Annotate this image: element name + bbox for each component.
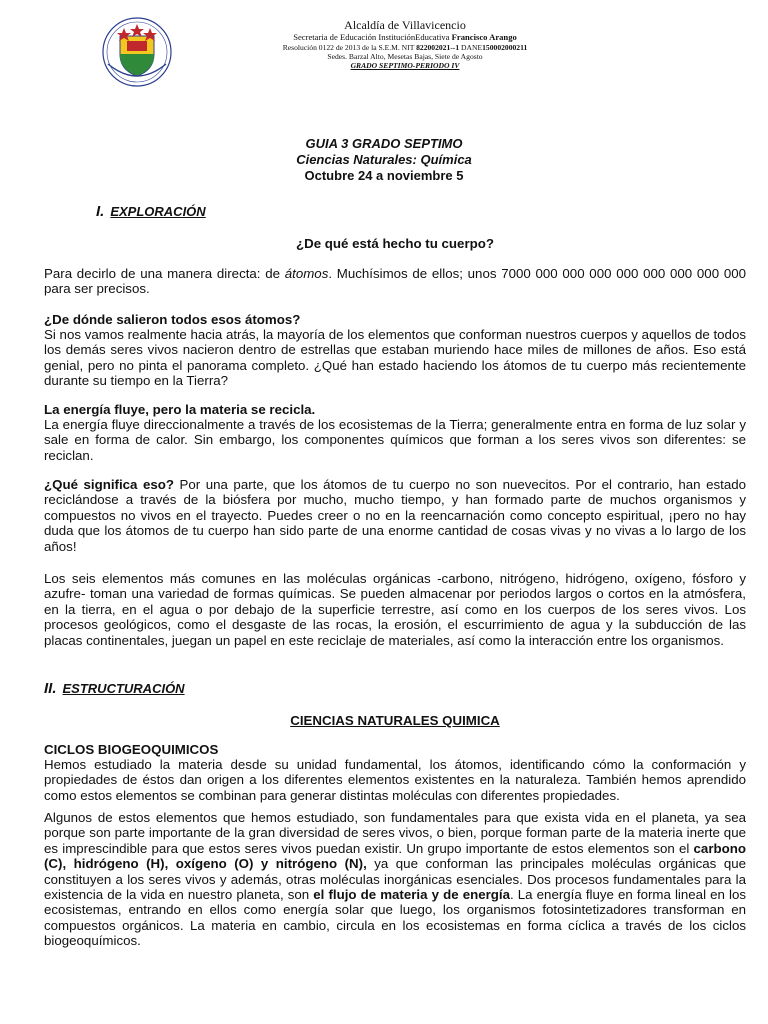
section-1-question-4: ¿Qué significa eso? (44, 477, 174, 492)
letterhead-resolution (240, 43, 570, 52)
letterhead-dane: 150002000211 (482, 42, 528, 52)
section-1-question: ¿De qué está hecho tu cuerpo? (295, 236, 494, 251)
section-1-paragraph-2: Si nos vamos realmente hacia atrás, la mayoría de los elementos que conforman nuestros cuerpos y aquellos de todos los demás seres vivos nacieron dentro de estrellas que estaban muriendo hace miles de millones de años. Eso está genial, pero no pinta el panorama completo. ¿Qué han estado haciendo los átomos de tu cuerpo más recientemente durante su tiempo en la Tierra? (44, 327, 746, 389)
section-2-subtitle: CIENCIAS NATURALES QUIMICA (290, 713, 500, 728)
section-1-number: I. (96, 203, 105, 220)
p2-part-a: Algunos de estos elementos que hemos estudiado, son fundamentales para que exista vida en el planeta, ya sea porque son parte importante de la gran diversidad de seres vivos, o bien, porque forman parte de la materia inerte que es imprescindible para que estos seres vivos puedan existir. Un grupo importante de estos elementos son el (44, 810, 746, 856)
letterhead-grade-period: GRADO SEPTIMO-PERIODO IV (350, 60, 460, 70)
letterhead-school-name: Francisco Arango (451, 32, 517, 43)
section-1-paragraph-1 (44, 266, 746, 297)
letterhead-secretariat-text: Secretaria de Educación InstituciónEducativa (293, 32, 452, 43)
section-1-question-3: La energía fluye, pero la materia se recicla. (44, 402, 316, 417)
letterhead-secretariat (240, 32, 570, 42)
school-crest-logo (100, 14, 174, 88)
section-1-question-2: ¿De dónde salieron todos esos átomos? (44, 312, 301, 327)
p1-pre: Para decirlo de una manera directa: de (44, 266, 285, 281)
letterhead-resolution-text: Resolución 0122 de 2013 de la S.E.M. NIT (282, 42, 417, 52)
guide-title-block (0, 136, 768, 184)
section-1-heading (96, 203, 206, 220)
guide-title: GUIA 3 GRADO SEPTIMO (305, 136, 463, 151)
section-1-paragraph-5: Los seis elementos más comunes en las moléculas orgánicas -carbono, nitrógeno, hidrógeno, oxígeno, fósforo y azufre- toman una variedad de formas químicas. Se pueden almacenar por periodos largos o cortos en la atmósfera, en la tierra, en el agua o por debajo de la superficie terrestre, así como en los cuerpos de los seres vivos. Los procesos geológicos, como el desgaste de las rocas, la erosión, el escurrimiento de agua y la subducción de las placas continentales, juegan un papel en este reciclaje de materiales, así como la interacción entre los organismos. (44, 571, 746, 648)
letterhead-nit: 822002021--1 (416, 42, 460, 52)
p4-text: Por una parte, que los átomos de tu cuerpo no son nuevecitos. Por el contrario, han estado reciclándose a través de la biósfera por mucho, mucho tiempo, y han formado parte de muchos organismos y compuestos no vivos en el trayecto. Puedes creer o no en la reencarnación como concepto espiritual, ¡pero no hay duda que los átomos de tu cuerpo han sido parte de una enorme cantidad de cosas vivas y no vivas a lo largo de los años! (44, 477, 746, 554)
section-2-heading-cycles: CICLOS BIOGEOQUIMICOS (44, 742, 219, 757)
section-2-paragraph-1: Hemos estudiado la materia desde su unidad fundamental, los átomos, identificando cómo la conformación y propiedades de éstos dan origen a los diferentes elementos existentes en la naturaleza. También hemos aprendido como estos elementos se combinan para generar distintas moléculas con diferentes propiedades. (44, 757, 746, 803)
p1-post: . Muchísimos de ellos; unos 7000 000 000 000 000 000 000 000 000 para ser precisos. (44, 266, 746, 297)
section-2-number: II. (44, 680, 57, 697)
section-2-paragraph-2 (44, 810, 746, 949)
section-2-heading (44, 680, 185, 697)
letterhead-campuses: Sedes. Barzal Alto, Mesetas Bajas, Siete de Agosto (327, 51, 483, 61)
section-1-paragraph-4 (44, 477, 746, 554)
section-1-label: EXPLORACIÓN (110, 204, 206, 219)
p2-part-e: . La energía fluye en forma lineal en los ecosistemas, entrando en ellos como energía solar que luego, los organismos fotosintetizadores transforman en compuestos orgánicos. La materia en cambio, circula en los ecosistemas en forma cíclica a través de los ciclos biogeoquímicos. (44, 887, 746, 949)
section-1-paragraph-3: La energía fluye direccionalmente a través de los ecosistemas de la Tierra; generalmente entra en forma de luz solar y sale en forma de calor. Sin embargo, los componentes químicos que forman a los seres vivos son diferentes: se reciclan. (44, 417, 746, 463)
p2-elements-bold: carbono (C), hidrógeno (H), oxígeno (O) y nitrógeno (N), (44, 840, 746, 872)
p2-part-c: ya que conforman las principales moléculas orgánicas que constituyen a los seres vivos y además, otras moléculas inorgánicas esenciales. Dos procesos fundamentales para la existencia de la vida en nuestro planeta, son (44, 856, 747, 903)
p2-flow-bold: el flujo de materia y de energía (313, 887, 510, 903)
p1-atoms: átomos (284, 266, 329, 281)
guide-dates: Octubre 24 a noviembre 5 (304, 168, 464, 183)
letterhead-mayoralty: Alcaldía de Villavicencio (344, 18, 466, 32)
letterhead-dane-label: DANE (459, 42, 483, 52)
guide-subject: Ciencias Naturales: Química (296, 152, 472, 167)
section-2-label: ESTRUCTURACIÓN (62, 681, 185, 696)
letterhead (240, 18, 570, 70)
